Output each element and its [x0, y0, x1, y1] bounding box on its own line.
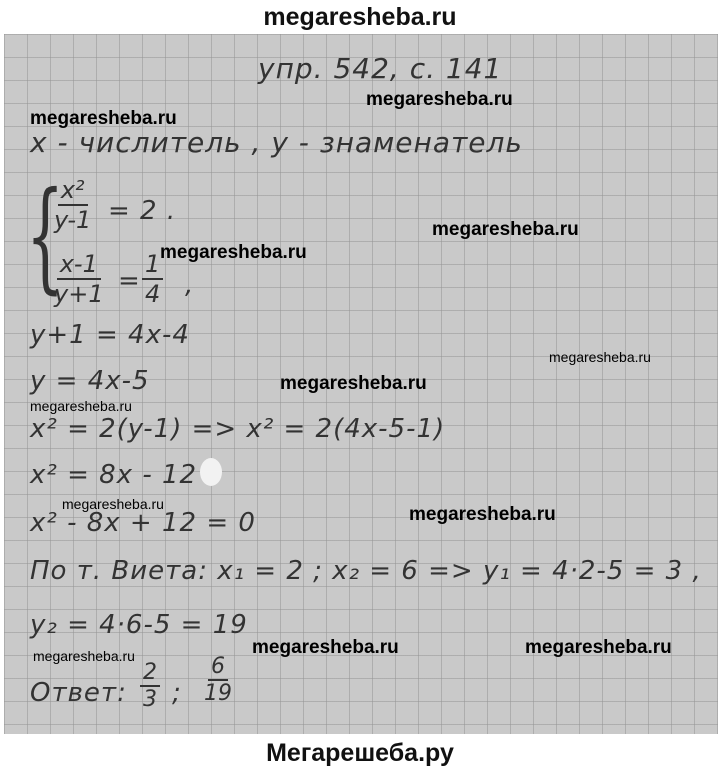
system-brace: {	[26, 167, 65, 306]
answer-label: Ответ:	[30, 678, 127, 708]
answer-separator: ;	[172, 678, 182, 708]
line-3: x² = 2(y-1) => x² = 2(4x-5-1)	[30, 414, 446, 444]
top-site-name: megaresheba.ru	[263, 2, 457, 31]
answer-fraction-1	[140, 660, 160, 712]
eq2-rhs-denominator: 4	[145, 280, 161, 308]
watermark: megaresheba.ru	[366, 89, 513, 110]
watermark: megaresheba.ru	[549, 349, 651, 365]
ink-smudge	[200, 458, 222, 486]
line-1: y+1 = 4x-4	[30, 320, 190, 350]
watermark: megaresheba.ru	[409, 504, 556, 525]
answer-fraction-2	[204, 654, 232, 706]
watermark: megaresheba.ru	[30, 108, 177, 129]
eq2-denominator: y+1	[54, 280, 104, 308]
eq2-rhs-numerator: 1	[142, 250, 163, 280]
line-5: x² - 8x + 12 = 0	[30, 508, 256, 538]
bottom-site-banner	[0, 735, 720, 771]
eq1-fraction	[54, 176, 91, 234]
eq2-equals: =	[118, 266, 141, 296]
answer-1-denominator: 3	[143, 687, 157, 712]
eq1-rhs: = 2 .	[108, 196, 177, 226]
answer-2-denominator: 19	[204, 681, 232, 706]
watermark: megaresheba.ru	[525, 637, 672, 658]
exercise-header: упр. 542, с. 141	[258, 52, 503, 85]
line-4: x² = 8x - 12	[30, 460, 198, 490]
variable-definitions: x - числитель , y - знаменатель	[30, 126, 523, 159]
line-7: y₂ = 4·6-5 = 19	[30, 610, 248, 640]
watermark: megaresheba.ru	[432, 219, 579, 240]
watermark: megaresheba.ru	[62, 496, 164, 512]
bottom-site-name: Мегарешеба.ру	[266, 738, 454, 767]
line-2: y = 4x-5	[30, 366, 150, 396]
eq2-fraction	[54, 250, 104, 308]
answer-1-numerator: 2	[140, 660, 160, 687]
line-6-vieta: По т. Виета: x₁ = 2 ; x₂ = 6 => y₁ = 4·2-5 = 3 ,	[30, 556, 702, 586]
eq2-numerator: x-1	[57, 250, 101, 280]
watermark: megaresheba.ru	[252, 637, 399, 658]
watermark: megaresheba.ru	[33, 648, 135, 664]
watermark: megaresheba.ru	[160, 242, 307, 263]
eq2-comma: ,	[185, 270, 195, 300]
top-site-banner	[0, 0, 720, 34]
eq1-denominator: y-1	[54, 206, 92, 234]
answer-2-numerator: 6	[208, 654, 228, 681]
watermark: megaresheba.ru	[280, 373, 427, 394]
watermark: megaresheba.ru	[30, 398, 132, 414]
eq1-numerator: x²	[58, 176, 88, 206]
